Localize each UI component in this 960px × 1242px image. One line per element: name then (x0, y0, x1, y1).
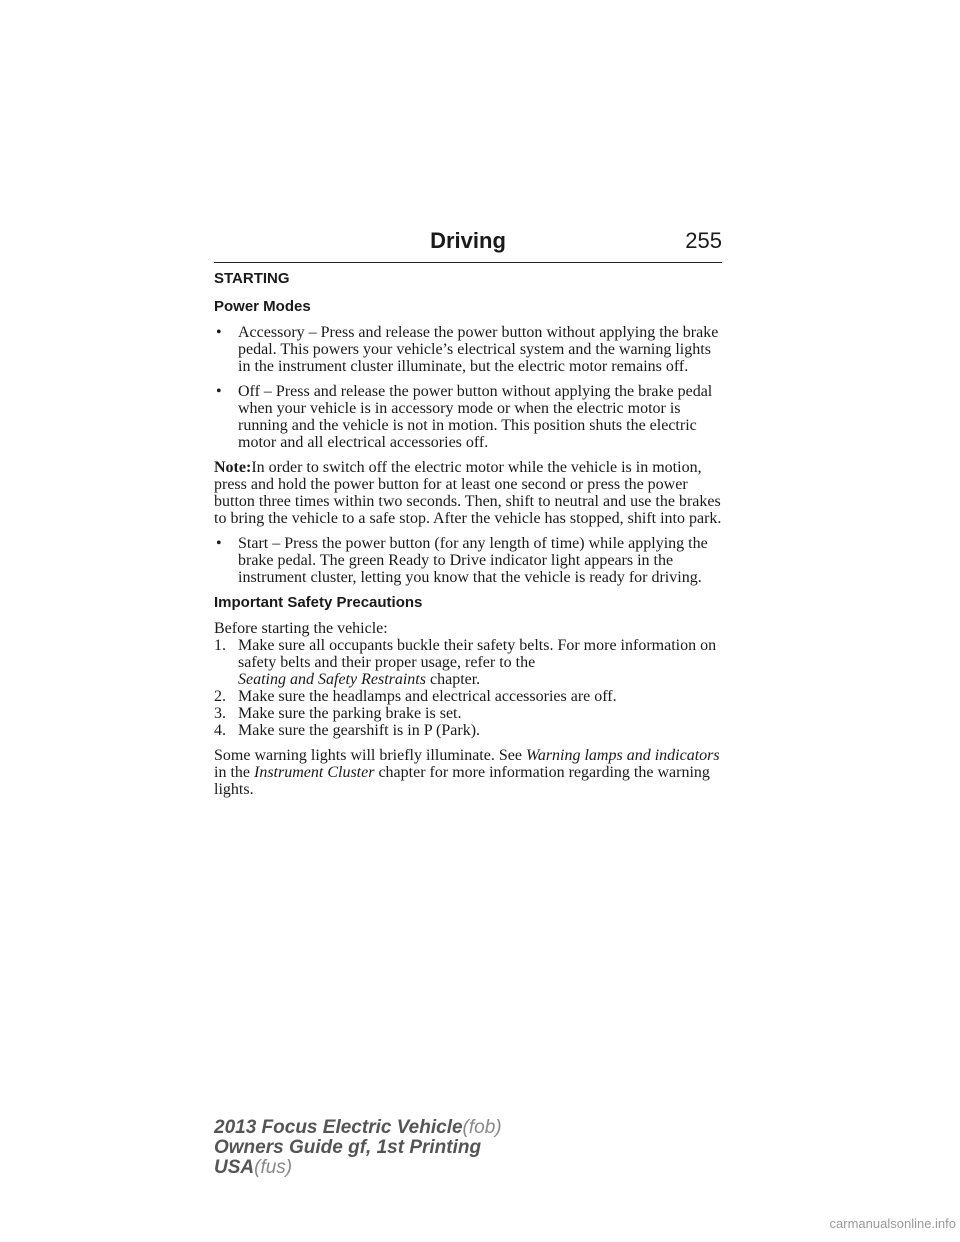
step-number: 2. (214, 688, 226, 705)
page-number: 255 (685, 228, 722, 253)
instrument-cluster-reference: Instrument Cluster (254, 764, 375, 781)
bullet-icon: • (216, 535, 222, 552)
footer-edition: Owners Guide gf, 1st Printing (214, 1137, 482, 1158)
safety-step-4 (214, 722, 726, 739)
note-text: In order to switch off the electric motor while the vehicle is in motion, press and hold the power button for at least one second or press the power button three times within two seconds. Then, shift to neutral and use the brakes to bring the vehicle to a safe stop. After the vehicle has stopped, shift into park. (214, 459, 722, 527)
step-number: 1. (214, 637, 226, 654)
step-1-tail: chapter. (429, 671, 481, 688)
step-2-text: Make sure the headlamps and electrical accessories are off. (238, 688, 617, 705)
accessory-mode-item (214, 324, 726, 375)
bullet-icon: • (216, 324, 222, 341)
safety-step-3 (214, 705, 726, 722)
safety-step-2 (214, 688, 726, 705)
bullet-icon: • (216, 383, 222, 400)
footer-model: 2013 Focus Electric Vehicle (214, 1117, 463, 1138)
footer-model-code: (fob) (462, 1117, 502, 1138)
off-mode-item (214, 383, 726, 451)
page-footer (214, 1118, 502, 1178)
watermark-text: carmanualsonline.info (829, 1216, 956, 1231)
closing-text-b: in the (214, 764, 250, 781)
accessory-mode-text: Accessory – Press and release the power button without applying the brake pedal. This powers your vehicle’s electrical system and the warning lights in the instrument cluster illuminate, but the electric motor remains off. (238, 324, 719, 375)
page-header (214, 228, 722, 263)
power-modes-heading: Power Modes (214, 298, 311, 315)
section-title: STARTING (214, 270, 290, 287)
safety-intro: Before starting the vehicle: (214, 620, 388, 637)
step-number: 4. (214, 722, 226, 739)
chapter-title: Driving (430, 228, 506, 253)
warning-lamps-reference: Warning lamps and indicators (525, 747, 720, 764)
step-number: 3. (214, 705, 226, 722)
step-3-text: Make sure the parking brake is set. (238, 705, 462, 722)
start-mode-item (214, 535, 726, 586)
step-4-text: Make sure the gearshift is in P (Park). (238, 722, 481, 739)
footer-line-2 (214, 1138, 502, 1158)
seating-restraints-reference: Seating and Safety Restraints (238, 671, 426, 688)
safety-step-1 (214, 637, 726, 688)
closing-text-a: Some warning lights will briefly illuminate. See (214, 747, 522, 764)
footer-market: USA (214, 1157, 255, 1178)
warning-lights-paragraph (214, 747, 726, 798)
footer-line-1 (214, 1118, 502, 1138)
step-1-text: Make sure all occupants buckle their safety belts. For more information on safety belts and their proper usage, refer to the (238, 637, 717, 671)
page-content (214, 270, 726, 806)
footer-line-3 (214, 1158, 502, 1178)
off-mode-text: Off – Press and release the power button without applying the brake pedal when your vehicle is in accessory mode or when the electric motor is running and the vehicle is not in motion. This position shuts the electric motor and all electrical accessories off. (238, 383, 713, 451)
safety-heading: Important Safety Precautions (214, 594, 423, 611)
closing-text-c: chapter for more information regarding the warning lights. (214, 764, 710, 798)
footer-market-code: (fus) (254, 1157, 293, 1178)
note-label: Note: (214, 459, 252, 476)
start-mode-text: Start – Press the power button (for any length of time) while applying the brake pedal. The green Ready to Drive indicator light appears in the instrument cluster, letting you know that the vehicle is ready for driving. (238, 535, 708, 586)
note-paragraph (214, 459, 726, 527)
